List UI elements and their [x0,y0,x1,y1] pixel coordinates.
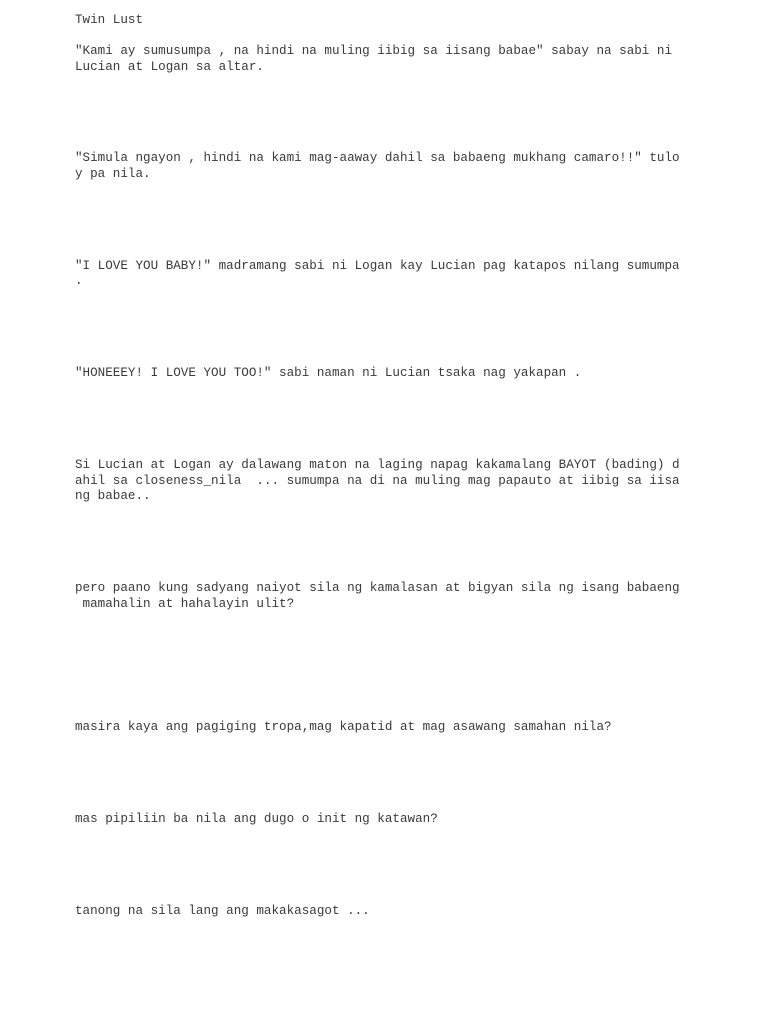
paragraph-3-line-2: . [75,274,83,288]
paragraph-6-line-2: mamahalin at hahalayin ulit? [75,597,295,611]
paragraph-8-line-1: mas pipiliin ba nila ang dugo o init ng katawan? [75,812,438,826]
paragraph-5-line-2: ahil sa closeness_nila ... sumumpa na di na muling mag papauto at iibig sa iisa [75,474,680,488]
paragraph-1-line-1: "Kami ay sumusumpa , na hindi na muling iibig sa iisang babae" sabay na sabi ni [75,44,673,58]
paragraph-4-line-1: "HONEEEY! I LOVE YOU TOO!" sabi naman ni Lucian tsaka nag yakapan . [75,366,582,380]
paragraph-5-line-1: Si Lucian at Logan ay dalawang maton na laging napag kakamalang BAYOT (bading) d [75,458,680,472]
paragraph-3-line-1: "I LOVE YOU BABY!" madramang sabi ni Logan kay Lucian pag katapos nilang sumumpa [75,259,680,273]
paragraph-7-line-1: masira kaya ang pagiging tropa,mag kapatid at mag asawang samahan nila? [75,720,612,734]
paragraph-1-line-2: Lucian at Logan sa altar. [75,60,264,74]
document-title: Twin Lust [75,13,144,27]
paragraph-5-line-3: ng babae.. [75,489,151,503]
paragraph-6-line-1: pero paano kung sadyang naiyot sila ng kamalasan at bigyan sila ng isang babaeng [75,581,680,595]
paragraph-2-line-2: y pa nila. [75,167,151,181]
paragraph-9-line-1: tanong na sila lang ang makakasagot ... [75,904,370,918]
paragraph-2-line-1: "Simula ngayon , hindi na kami mag-aaway dahil sa babaeng mukhang camaro!!" tulo [75,151,680,165]
